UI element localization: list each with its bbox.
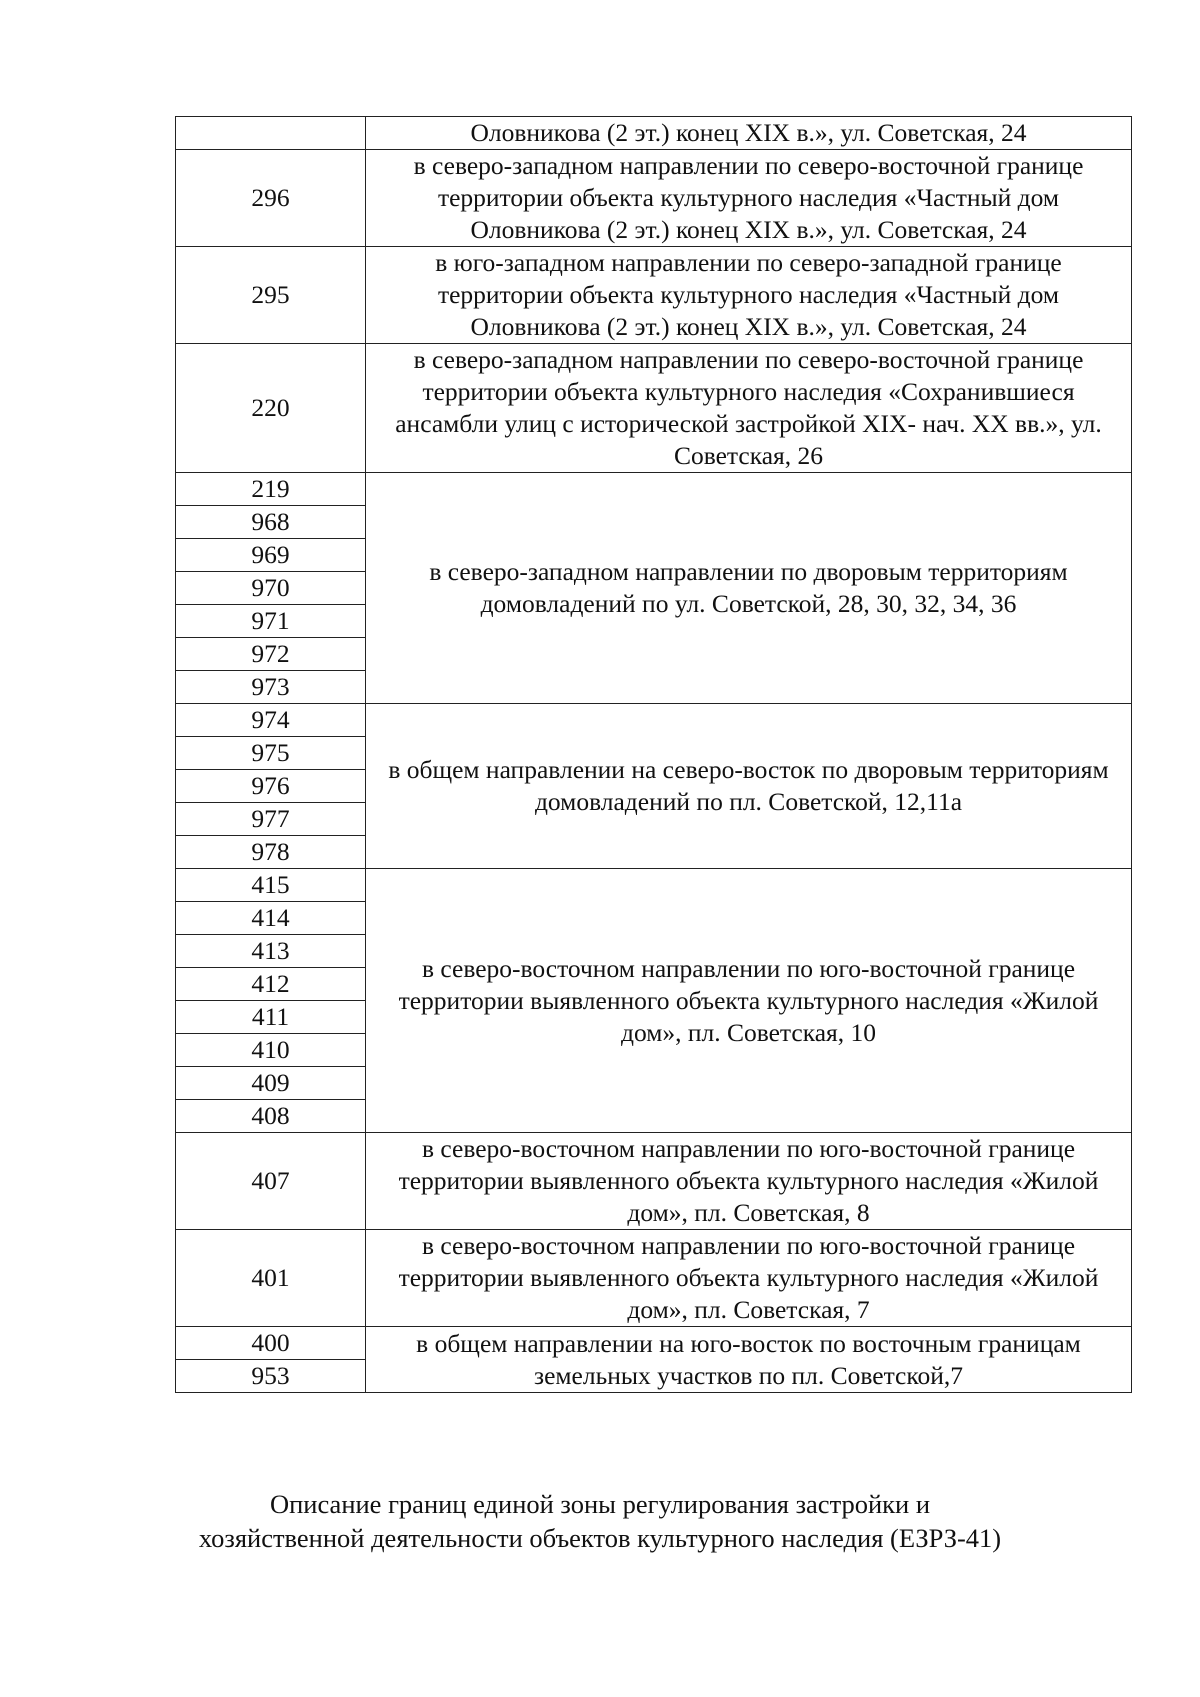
section-caption (100, 1487, 1100, 1555)
point-number-cell: 975 (176, 737, 366, 770)
direction-description-cell: в северо-восточном направлении по юго-восточной границе территории выявленного объекта культурного наследия «Жилой дом», пл. Советская, 7 (366, 1230, 1132, 1327)
table-row (176, 150, 1132, 247)
point-number-cell: 409 (176, 1067, 366, 1100)
direction-description-cell: в северо-западном направлении по северо-восточной границе территории объекта культурного наследия «Частный дом Оловникова (2 эт.) конец XIX в.», ул. Советская, 24 (366, 150, 1132, 247)
direction-description-cell: в северо-восточном направлении по юго-восточной границе территории выявленного объекта культурного наследия «Жилой дом», пл. Советская, 8 (366, 1133, 1132, 1230)
caption-line: хозяйственной деятельности объектов культурного наследия (ЕЗРЗ-41) (198, 1523, 1002, 1553)
direction-description-cell: Оловникова (2 эт.) конец XIX в.», ул. Советская, 24 (366, 117, 1132, 150)
table-row (176, 1133, 1132, 1230)
point-number-cell: 976 (176, 770, 366, 803)
point-number-cell: 968 (176, 506, 366, 539)
table-row (176, 344, 1132, 473)
table-row (176, 1230, 1132, 1327)
table-row (176, 869, 1132, 902)
direction-description-cell: в общем направлении на северо-восток по дворовым территориям домовладений по пл. Советской, 12,11а (366, 704, 1132, 869)
table-row (176, 473, 1132, 506)
point-number-cell: 413 (176, 935, 366, 968)
point-number-cell (176, 117, 366, 150)
point-number-cell: 407 (176, 1133, 366, 1230)
direction-description-cell: в северо-западном направлении по северо-восточной границе территории объекта культурного наследия «Сохранившиеся ансамбли улиц с исторической застройкой XIX- нач. XX вв.», ул. Советская, 26 (366, 344, 1132, 473)
direction-description-cell: в юго-западном направлении по северо-западной границе территории объекта культурного наследия «Частный дом Оловникова (2 эт.) конец XIX в.», ул. Советская, 24 (366, 247, 1132, 344)
boundary-table-body (176, 117, 1132, 1393)
point-number-cell: 974 (176, 704, 366, 737)
caption-line: Описание границ единой зоны регулирования застройки и (269, 1489, 931, 1519)
point-number-cell: 973 (176, 671, 366, 704)
point-number-cell: 970 (176, 572, 366, 605)
point-number-cell: 220 (176, 344, 366, 473)
point-number-cell: 969 (176, 539, 366, 572)
point-number-cell: 219 (176, 473, 366, 506)
point-number-cell: 978 (176, 836, 366, 869)
point-number-cell: 415 (176, 869, 366, 902)
point-number-cell: 296 (176, 150, 366, 247)
point-number-cell: 295 (176, 247, 366, 344)
direction-description-cell: в северо-западном направлении по дворовым территориям домовладений по ул. Советской, 28, 30, 32, 34, 36 (366, 473, 1132, 704)
point-number-cell: 971 (176, 605, 366, 638)
table-row (176, 247, 1132, 344)
point-number-cell: 977 (176, 803, 366, 836)
point-number-cell: 411 (176, 1001, 366, 1034)
table-row (176, 1327, 1132, 1360)
point-number-cell: 412 (176, 968, 366, 1001)
point-number-cell: 972 (176, 638, 366, 671)
point-number-cell: 953 (176, 1360, 366, 1393)
point-number-cell: 410 (176, 1034, 366, 1067)
point-number-cell: 414 (176, 902, 366, 935)
point-number-cell: 401 (176, 1230, 366, 1327)
boundary-table (175, 116, 1132, 1393)
direction-description-cell: в общем направлении на юго-восток по восточным границам земельных участков по пл. Советской,7 (366, 1327, 1132, 1393)
table-row (176, 704, 1132, 737)
table-row (176, 117, 1132, 150)
point-number-cell: 408 (176, 1100, 366, 1133)
point-number-cell: 400 (176, 1327, 366, 1360)
direction-description-cell: в северо-восточном направлении по юго-восточной границе территории выявленного объекта культурного наследия «Жилой дом», пл. Советская, 10 (366, 869, 1132, 1133)
